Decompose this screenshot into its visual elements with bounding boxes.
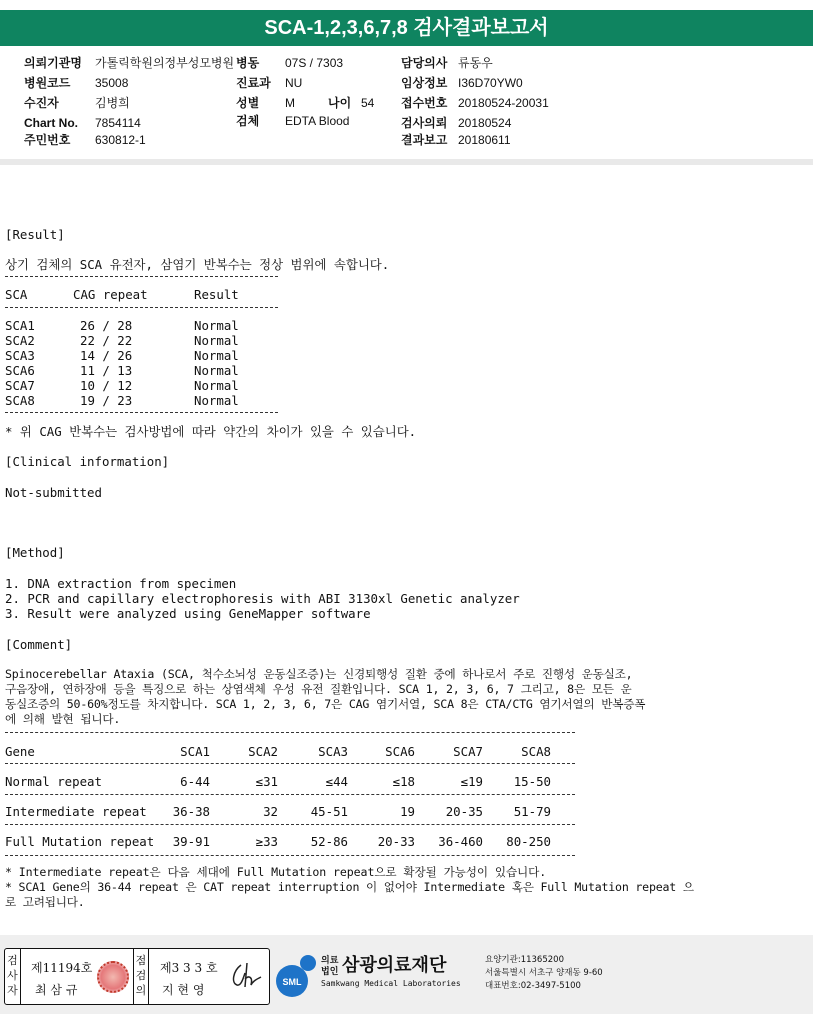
table-cell: ≤18 [392,774,415,789]
table-header-cell: SCA2 [248,744,278,759]
result-heading: [Result] [5,227,65,242]
legal-label-line: 법인 [321,967,339,977]
table-cell: 6-44 [180,774,210,789]
divider [5,763,575,764]
comment-line: 동실조증의 50-60%정도를 차지합니다. SCA 1, 2, 3, 6, 7은 CAG 염기서열, SCA 8은 CTA/CTG 염기서열의 반복증폭 [5,697,646,711]
sca-name: SCA3 [5,348,35,363]
examiner-seal-icon [97,961,129,993]
clinical-info-label: 임상정보 [401,76,448,90]
row-label: Intermediate repeat [5,804,147,819]
specimen-label: 검체 [236,114,260,128]
sca-name: SCA2 [5,333,35,348]
table-cell: ≤19 [460,774,483,789]
org-name: 삼광의료재단 [342,955,447,976]
rrn-value: 630812-1 [95,133,146,147]
result-value: Normal [194,363,239,378]
doctor-value: 류동우 [458,56,493,70]
reviewer-license-no: 제3 3 3 호 [160,961,218,975]
sca-name: SCA8 [5,393,35,408]
comment-note: * Intermediate repeat은 다음 세대에 Full Mutation repeat으로 확장될 가능성이 있습니다. [5,865,547,879]
sca-name: SCA6 [5,363,35,378]
reviewer-label-text: 점검의 [135,954,147,997]
sca-name: SCA7 [5,378,35,393]
sml-logo-icon [272,951,320,999]
row-label: Full Mutation repeat [5,834,155,849]
sca-name: SCA1 [5,318,35,333]
table-cell: 20-35 [445,804,483,819]
rrn-label: 주민번호 [24,133,71,147]
org-phone: 대표번호:02-3497-5100 [485,981,581,991]
nursing-code: 요양기관:11365200 [485,955,564,965]
org-name-en: Samkwang Medical Laboratories [321,979,461,988]
table-cell: 52-86 [310,834,348,849]
request-label: 검사의뢰 [401,116,448,130]
table-cell: 36-460 [438,834,483,849]
clinical-text: Not-submitted [5,485,102,500]
table-cell: ≤31 [255,774,278,789]
chart-no-label: Chart No. [24,116,78,130]
cag-value: 11 / 13 [80,363,133,378]
legal-label-line: 의료 [321,956,339,966]
age-label: 나이 [328,96,352,110]
divider [5,307,278,308]
cag-value: 26 / 28 [80,318,133,333]
request-value: 20180524 [458,116,512,130]
table-cell: 39-91 [172,834,210,849]
reviewer-label [133,949,149,1004]
col-result-header: Result [194,287,239,302]
comment-line: 에 의해 발현 됩니다. [5,712,121,726]
hospital-code-label: 병원코드 [24,76,71,90]
table-cell: 45-51 [310,804,348,819]
report-title: SCA-1,2,3,6,7,8 검사결과보고서 [0,10,813,46]
org-address: 서울특별시 서초구 양재동 9-60 [485,968,603,978]
age-value: 54 [361,96,375,110]
org-contact [485,954,603,993]
result-value: Normal [194,348,239,363]
cag-value: 14 / 26 [80,348,133,363]
result-value: Normal [194,378,239,393]
clinical-heading: [Clinical information] [5,454,170,469]
ward-value: 07S / 7303 [285,56,344,70]
signature-box [4,948,270,1005]
comment-line: 구음장애, 연하장애 등을 특징으로 하는 상염색체 우성 유전 질환입니다. SCA 1, 2, 3, 6, 7 그리고, 8은 모든 운 [5,682,632,696]
result-value: Normal [194,333,239,348]
comment-note: 로 고려됩니다. [5,895,85,909]
chart-no-value: 7854114 [95,116,141,130]
table-cell: 32 [263,804,278,819]
examiner-license-no: 제11194호 [31,961,93,975]
report-date-label: 결과보고 [401,133,448,147]
dept-value: NU [285,76,303,90]
col-cag-header: CAG repeat [73,287,148,302]
patient-value: 김병희 [95,96,130,110]
reviewer-name: 지 현 영 [162,983,205,997]
comment-note: * SCA1 Gene의 36-44 repeat 은 CAT repeat interruption 이 없어야 Intermediate 혹은 Full Mutation repeat 으 [5,880,694,894]
divider [5,794,575,795]
divider [5,824,575,825]
method-step: 2. PCR and capillary electrophoresis with ABI 3130xl Genetic analyzer [5,591,520,606]
header-divider [0,159,813,165]
divider [5,276,278,277]
cag-value: 10 / 12 [80,378,133,393]
result-note: * 위 CAG 반복수는 검사방법에 따라 약간의 차이가 있을 수 있습니다. [5,424,417,439]
table-cell: 80-250 [506,834,551,849]
sml-logo-text: SML [282,977,302,987]
comment-heading: [Comment] [5,637,73,652]
table-header-cell: SCA1 [180,744,210,759]
table-cell: 20-33 [377,834,415,849]
reviewer-signature-icon [227,959,263,993]
divider [5,412,278,413]
examiner-name: 최 삼 규 [35,983,78,997]
examiner-label [5,949,21,1004]
legal-entity-label [321,956,338,978]
receipt-value: 20180524-20031 [458,96,549,110]
table-cell: 15-50 [513,774,551,789]
report-date-value: 20180611 [458,133,511,147]
sex-label: 성별 [236,96,260,110]
ward-label: 병동 [236,56,260,70]
table-cell: 51-79 [513,804,551,819]
sex-value: M [285,96,295,110]
table-header-cell: SCA3 [318,744,348,759]
table-cell: 19 [400,804,415,819]
patient-label: 수진자 [24,96,59,110]
result-value: Normal [194,393,239,408]
doctor-label: 담당의사 [401,56,448,70]
table-cell: ≤44 [325,774,348,789]
institution-label: 의뢰기관명 [24,56,82,70]
table-header-cell: SCA8 [521,744,551,759]
result-summary: 상기 검체의 SCA 유전자, 삼염기 반복수는 정상 범위에 속합니다. [5,257,390,272]
col-sca-header: SCA [5,287,28,302]
row-label: Normal repeat [5,774,102,789]
specimen-value: EDTA Blood [285,114,350,128]
method-step: 1. DNA extraction from specimen [5,576,237,591]
cag-value: 22 / 22 [80,333,133,348]
method-step: 3. Result were analyzed using GeneMapper software [5,606,371,621]
cag-value: 19 / 23 [80,393,133,408]
gene-header: Gene [5,744,35,759]
examiner-label-text: 검사자 [7,954,18,997]
comment-line: Spinocerebellar Ataxia (SCA, 척수소뇌성 운동실조증)는 신경퇴행성 질환 중에 하나로서 주로 진행성 운동실조, [5,667,633,681]
clinical-info-value: I36D70YW0 [458,76,523,90]
table-header-cell: SCA7 [453,744,483,759]
hospital-code-value: 35008 [95,76,129,90]
table-cell: 36-38 [172,804,210,819]
institution-value: 가톨릭학원의정부성모병원 [95,56,235,70]
divider [5,855,575,856]
divider [5,732,575,733]
table-header-cell: SCA6 [385,744,415,759]
method-heading: [Method] [5,545,65,560]
table-cell: ≥33 [255,834,278,849]
receipt-label: 접수번호 [401,96,448,110]
result-value: Normal [194,318,239,333]
dept-label: 진료과 [236,76,271,90]
